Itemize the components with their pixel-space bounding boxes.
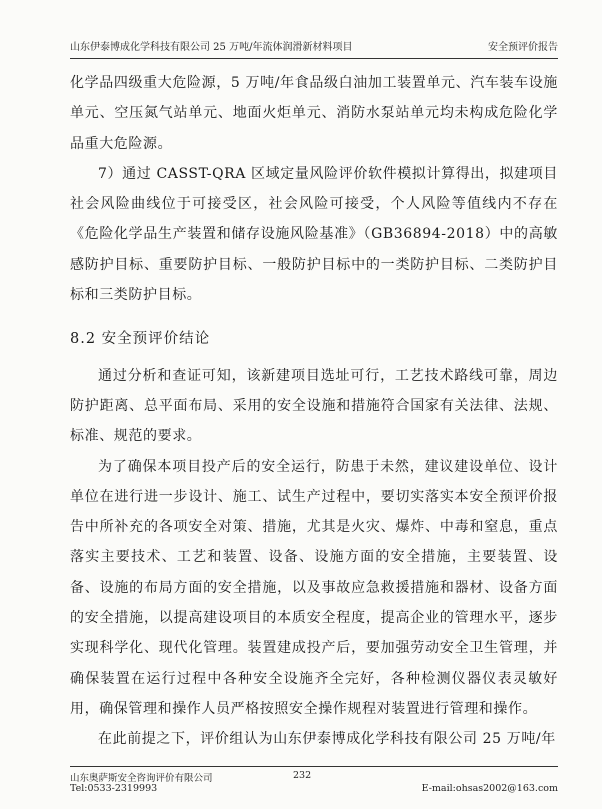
- paragraph-continued: 化学品四级重大危险源，5 万吨/年食品级白油加工装置单元、汽车装车设施单元、空压氮气站单元、地面火炬单元、消防水泵站单元均未构成危险化学品重大危险源。: [70, 75, 558, 152]
- document-body: [70, 68, 558, 755]
- footer-email: E-mail:ohsas2002@163.com: [421, 783, 558, 794]
- paragraph-conclusion: 通过分析和查证可知，该新建项目选址可行，工艺技术路线可靠，周边防护距离、总平面布局、采用的安全设施和措施符合国家有关法律、法规、标准、规范的要求。: [70, 367, 558, 445]
- page-header: [70, 40, 558, 59]
- header-project-title: 山东伊泰博成化学科技有限公司 25 万吨/年流体润滑新材料项目: [70, 42, 353, 53]
- footer-tel: Tel:0533-2319993: [70, 783, 158, 794]
- page-number: 232: [293, 770, 312, 781]
- header-report-type: 安全预评价报告: [488, 42, 558, 53]
- page-footer: [70, 766, 558, 794]
- paragraph-item-7: 7）通过 CASST-QRA 区域定量风险评价软件模拟计算得出，拟建项目社会风险曲线位于可接受区，社会风险可接受，个人风险等值线内不存在《危险化学品生产装置和储存设施风险基准》（GB36894-2018）中的高敏感防护目标、重要防护目标、一般防护目标中的一类防护目标、二类防护目标和三类防护目标。: [70, 165, 558, 304]
- paragraph-recommendation: 为了确保本项目投产后的安全运行，防患于未然，建议建设单位、设计单位在进行进一步设计、施工、试生产过程中，要切实落实本安全预评价报告中所补充的各项安全对策、措施，尤其是火灾、爆炸、中毒和窒息，重点落实主要技术、工艺和装置、设备、设施方面的安全措施，主要装置、设备、设施的布局方面的安全措施，以及事故应急救援措施和器材、设备方面的安全措施，以提高建设项目的本质安全程度，提高企业的管理水平，逐步实现科学化、现代化管理。装置建成投产后，要加强劳动安全卫生管理，并确保装置在运行过程中各种安全设施齐全完好，各种检测仪器仪表灵敏好用，确保管理和操作人员严格按照安全操作规程对装置进行管理和操作。: [70, 458, 558, 717]
- paragraph-premise: 在此前提之下，评价组认为山东伊泰博成化学科技有限公司 25 万吨/年: [98, 731, 556, 748]
- section-title: 8.2 安全预评价结论: [70, 331, 211, 348]
- footer-company: 山东奥萨斯安全咨询评价有限公司: [70, 773, 213, 784]
